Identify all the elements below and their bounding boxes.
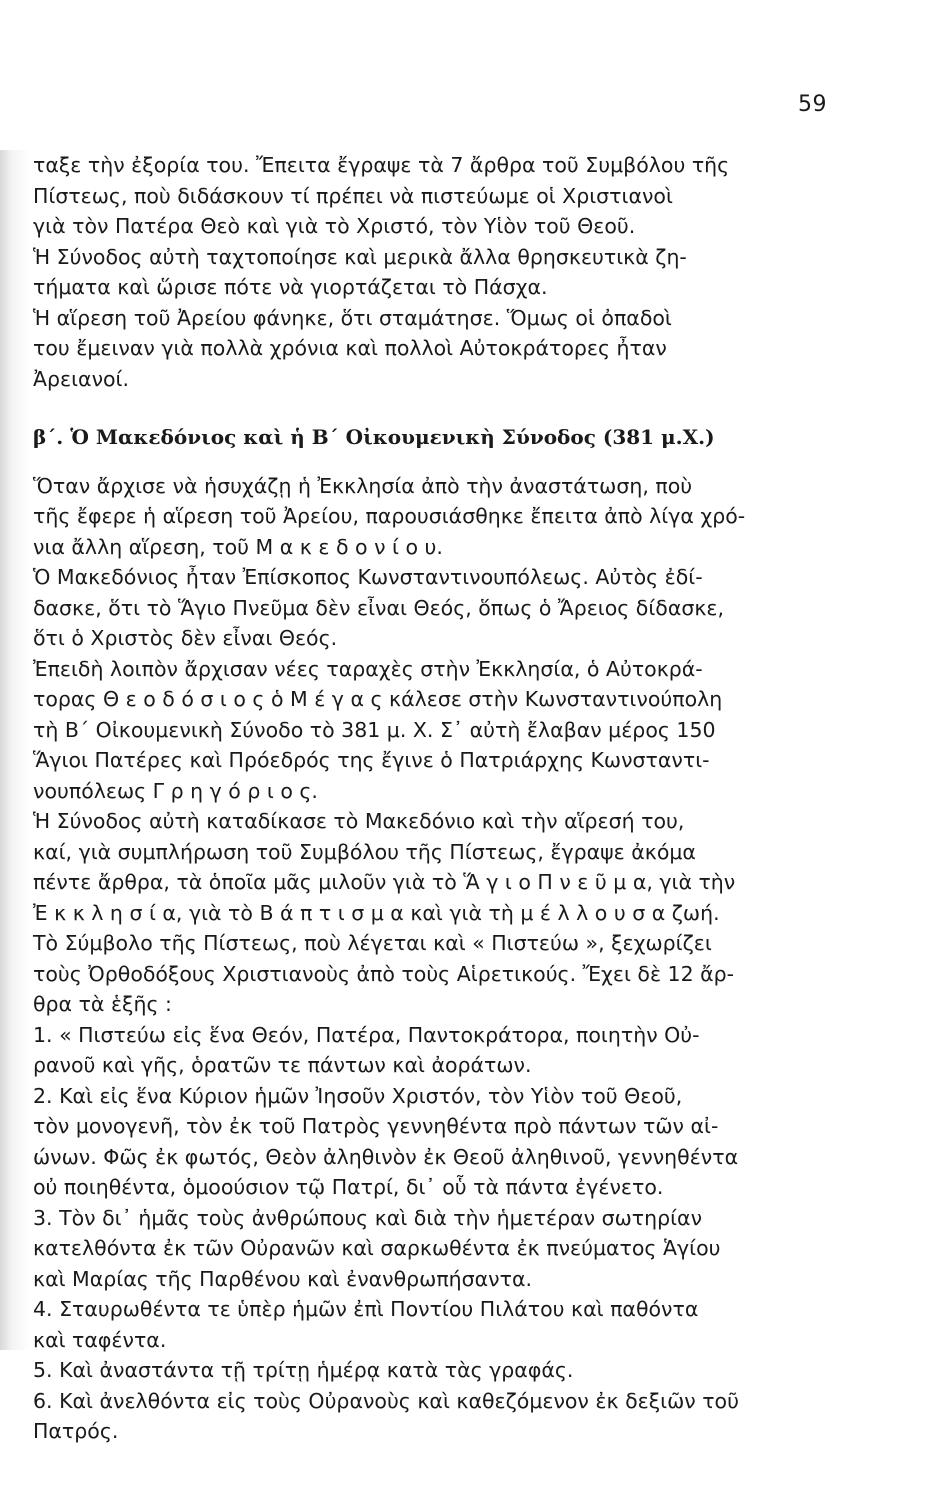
text-line: οὐ ποιηθέντα, ὁμοούσιον τῷ Πατρί, δι᾽ οὗ τὰ πάντα ἐγένετο. — [33, 1175, 664, 1199]
text-line: 3. Τὸν δι᾽ ἡμᾶς τοὺς ἀνθρώπους καὶ διὰ τὴν ἡμετέραν σωτηρίαν — [33, 1205, 703, 1230]
text-line: Πατρός. — [33, 1419, 119, 1443]
text-line: Ἐπειδὴ λοιπὸν ἄρχισαν νέες ταραχὲς στὴν Ἐκκλησία, ὁ Αὐτοκρά- — [33, 656, 703, 681]
text-line: Ἡ αἵρεση τοῦ Ἀρείου φάνηκε, ὅτι σταμάτησε. Ὅμως οἱ ὀπαδοὶ — [33, 305, 672, 330]
text-line: ὅτι ὁ Χριστὸς δὲν εἶναι Θεός. — [33, 626, 338, 650]
text-line: τὴ Β΄ Οἰκουμενικὴ Σύνοδο τὸ 381 μ. Χ. Σ᾽ αὐτὴ ἔλαβαν μέρος 150 — [33, 717, 716, 742]
text-line: του ἔμειναν γιὰ πολλὰ χρόνια καὶ πολλοὶ Αὐτοκράτορες ἦταν — [33, 336, 667, 360]
text-line: τὸν μονογενῆ, τὸν ἐκ τοῦ Πατρὸς γεννηθέντα πρὸ πάντων τῶν αἰ- — [33, 1114, 719, 1138]
text-line: θρα τὰ ἑξῆς : — [33, 992, 172, 1016]
text-line: νουπόλεως Γ ρ η γ ό ρ ι ο ς. — [33, 778, 318, 803]
page-binding-shadow — [0, 150, 30, 1350]
text-line: γιὰ τὸν Πατέρα Θεὸ καὶ γιὰ τὸ Χριστό, τὸν Υἱὸν τοῦ Θεοῦ. — [33, 214, 636, 238]
text-line: Πίστεως, ποὺ διδάσκουν τί πρέπει νὰ πιστεύωμε οἱ Χριστιανοὶ — [33, 183, 673, 208]
text-line: καὶ Μαρίας τῆς Παρθένου καὶ ἐνανθρωπήσαντα. — [33, 1266, 533, 1291]
text-line: ρανοῦ καὶ γῆς, ὁρατῶν τε πάντων καὶ ἀοράτων. — [33, 1053, 532, 1077]
text-line: Τὸ Σύμβολο τῆς Πίστεως, ποὺ λέγεται καὶ « Πιστεύω », ξεχωρίζει — [33, 931, 712, 955]
text-line: Ἐ κ κ λ η σ ί α, γιὰ τὸ Β ά π τ ι σ μ α καὶ γιὰ τὴ μ έ λ λ ο υ σ α ζωή. — [33, 900, 720, 925]
text-line: τορας Θ ε ο δ ό σ ι ο ς ὁ Μ έ γ α ς κάλεσε στὴν Κωνσταντινούπολη — [33, 687, 723, 711]
text-line: καὶ ταφέντα. — [33, 1327, 167, 1352]
text-line: 4. Σταυρωθέντα τε ὑπὲρ ἡμῶν ἐπὶ Ποντίου Πιλάτου καὶ παθόντα — [33, 1297, 699, 1321]
text-line: νια ἄλλη αἵρεση, τοῦ Μ α κ ε δ ο ν ί ο υ. — [33, 534, 443, 559]
text-line: καί, γιὰ συμπλήρωση τοῦ Συμβόλου τῆς Πίστεως, ἔγραψε ἀκόμα — [33, 839, 696, 864]
text-line: πέντε ἄρθρα, τὰ ὁποῖα μᾶς μιλοῦν γιὰ τὸ Ἅ γ ι ο Π ν ε ῦ μ α, γιὰ τὴν — [33, 870, 736, 894]
text-line: Ἡ Σύνοδος αὐτὴ καταδίκασε τὸ Μακεδόνιο καὶ τὴν αἵρεσή του, — [33, 809, 685, 833]
text-line: 5. Καὶ ἀναστάντα τῇ τρίτῃ ἡμέρᾳ κατὰ τὰς γραφάς. — [33, 1358, 574, 1382]
text-line: 2. Καὶ εἰς ἕνα Κύριον ἡμῶν Ἰησοῦν Χριστόν, τὸν Υἱὸν τοῦ Θεοῦ, — [33, 1083, 683, 1108]
text-line: Ὅταν ἄρχισε νὰ ἡσυχάζῃ ἡ Ἐκκλησία ἀπὸ τὴν ἀναστάτωση, ποὺ — [33, 473, 693, 498]
text-line: Ἀρειανοί. — [33, 366, 130, 391]
text-line: ώνων. Φῶς ἐκ φωτός, Θεὸν ἀληθινὸν ἐκ Θεοῦ ἀληθινοῦ, γεννηθέντα — [33, 1144, 739, 1169]
text-line: Ἡ Σύνοδος αὐτὴ ταχτοποίησε καὶ μερικὰ ἄλλα θρησκευτικὰ ζη- — [33, 244, 687, 269]
text-line: 6. Καὶ ἀνελθόντα εἰς τοὺς Οὐρανοὺς καὶ καθεζόμενον ἐκ δεξιῶν τοῦ — [33, 1388, 739, 1413]
text-block-top — [33, 150, 833, 394]
text-line: Ἅγιοι Πατέρες καὶ Πρόεδρός της ἔγινε ὁ Πατριάρχης Κωνσταντι- — [33, 748, 710, 772]
text-line: κατελθόντα ἐκ τῶν Οὐρανῶν καὶ σαρκωθέντα ἐκ πνεύματος Ἁγίου — [33, 1236, 721, 1260]
text-line: τῆς ἔφερε ἡ αἵρεση τοῦ Ἀρείου, παρουσιάσθηκε ἔπειτα ἀπὸ λίγα χρό- — [33, 504, 746, 528]
page-number: 59 — [798, 92, 827, 117]
text-line: τήματα καὶ ὥρισε πότε νὰ γιορτάζεται τὸ Πάσχα. — [33, 275, 548, 299]
section-heading: β΄. Ὁ Μακεδόνιος καὶ ἡ Β΄ Οἰκουμενικὴ Σύνοδος (381 μ.Χ.) — [33, 425, 715, 449]
text-line: 1. « Πιστεύω εἰς ἕνα Θεόν, Πατέρα, Παντοκράτορα, ποιητὴν Οὐ- — [33, 1022, 700, 1047]
text-line: δασκε, ὅτι τὸ Ἅγιο Πνεῦμα δὲν εἶναι Θεός, ὅπως ὁ Ἄρειος δίδασκε, — [33, 595, 725, 620]
text-line: ταξε τὴν ἐξορία του. Ἔπειτα ἔγραψε τὰ 7 ἄρθρα τοῦ Συμβόλου τῆς — [33, 153, 730, 177]
text-block-bottom — [33, 471, 833, 1447]
page-body — [33, 150, 833, 1447]
text-line: τοὺς Ὀρθοδόξους Χριστιανοὺς ἀπὸ τοὺς Αἱρετικούς. Ἔχει δὲ 12 ἄρ- — [33, 961, 735, 986]
text-line: Ὁ Μακεδόνιος ἦταν Ἐπίσκοπος Κωνσταντινουπόλεως. Αὐτὸς ἐδί- — [33, 565, 703, 589]
